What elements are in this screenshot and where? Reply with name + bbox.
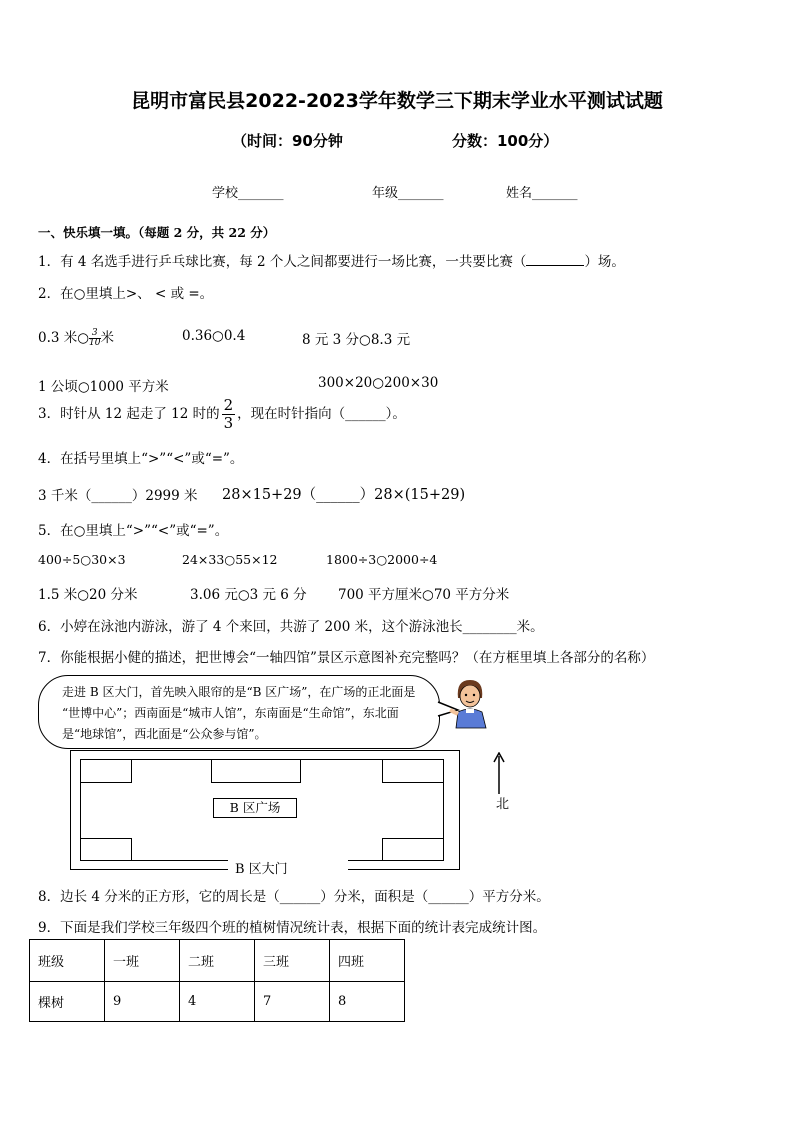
question-9: 9．下面是我们学校三年级四个班的植树情况统计表，根据下面的统计表完成统计图。 bbox=[38, 920, 547, 936]
name-field[interactable]: 姓名_______ bbox=[506, 186, 578, 201]
north-arrow-icon bbox=[492, 752, 506, 794]
fraction: $\frac{3}{10}$ bbox=[89, 328, 101, 348]
table-cell: 7 bbox=[255, 982, 330, 1022]
table-header-cell: 一班 bbox=[105, 940, 180, 982]
answer-blank[interactable] bbox=[526, 251, 584, 266]
map-box-north[interactable] bbox=[211, 759, 301, 783]
q5-item-6[interactable]: 700 平方厘米○70 平方分米 bbox=[338, 587, 510, 603]
q2-item-5[interactable]: 300×20○200×30 bbox=[318, 375, 439, 391]
table-cell: 8 bbox=[330, 982, 405, 1022]
table-header-cell: 四班 bbox=[330, 940, 405, 982]
exam-score: 分数：100分） bbox=[452, 132, 559, 150]
bubble-text: 走进 B 区大门，首先映入眼帘的是“B 区广场”，在广场的正北面是 “世博中心”；西南面是“城市人馆”，东南面是“生命馆”，东北面 是“地球馆”，西北面是“公众参与馆”。 bbox=[62, 685, 416, 741]
table-header-cell: 二班 bbox=[180, 940, 255, 982]
question-2: 2．在○里填上>、 < 或 =。 bbox=[38, 286, 214, 302]
question-1-text-end: ）场。 bbox=[584, 254, 625, 270]
stats-table bbox=[29, 939, 405, 1022]
q4-item-1[interactable]: 3 千米（______）2999 米 bbox=[38, 488, 198, 504]
table-header-cell: 班级 bbox=[30, 940, 105, 982]
table-row bbox=[30, 940, 405, 982]
page-title: 昆明市富民县2022-2023学年数学三下期末学业水平测试试题 bbox=[131, 90, 663, 112]
north-label: 北 bbox=[496, 797, 510, 812]
q4-item-2[interactable]: 28×15+29（______）28×(15+29) bbox=[222, 487, 466, 503]
exam-time: （时间：90分钟 bbox=[232, 132, 343, 150]
table-cell: 棵树 bbox=[30, 982, 105, 1022]
section-heading: 一、快乐填一填。（每题 2 分，共 22 分） bbox=[38, 225, 276, 240]
map-box-southeast[interactable] bbox=[382, 838, 444, 861]
question-7: 7．你能根据小健的描述，把世博会“一轴四馆”景区示意图补充完整吗？（在方框里填上各部分的名称） bbox=[38, 650, 655, 666]
q2-item-2[interactable]: 0.36○0.4 bbox=[182, 328, 246, 344]
q2-item-3[interactable]: 8 元 3 分○8.3 元 bbox=[302, 332, 411, 348]
fraction: $\frac{2}{3}$ bbox=[223, 396, 234, 432]
grade-field[interactable]: 年级_______ bbox=[372, 186, 444, 201]
question-1-text: 1．有 4 名选手进行乒乓球比赛，每 2 个人之间都要进行一场比赛，一共要比赛（ bbox=[38, 254, 527, 270]
q5-item-1[interactable]: 400÷5○30×3 bbox=[38, 552, 126, 567]
table-header-cell: 三班 bbox=[255, 940, 330, 982]
school-field[interactable]: 学校_______ bbox=[212, 186, 284, 201]
table-row bbox=[30, 982, 405, 1022]
table-cell: 9 bbox=[105, 982, 180, 1022]
q2-item-1[interactable]: 0.3 米○ $\frac{3}{10}$ 米 bbox=[38, 328, 114, 348]
map-box-southwest[interactable] bbox=[80, 838, 132, 861]
question-3: 3．时针从 12 起走了 12 时的 $\frac{2}{3}$ ，现在时针指向（______）。 bbox=[38, 396, 406, 432]
q2-item-4[interactable]: 1 公顷○1000 平方米 bbox=[38, 379, 169, 395]
q5-item-5[interactable]: 3.06 元○3 元 6 分 bbox=[190, 587, 307, 603]
question-1 bbox=[38, 250, 625, 270]
map-box-northeast[interactable] bbox=[382, 759, 444, 783]
question-6: 6．小婷在泳池内游泳，游了 4 个来回，共游了 200 米，这个游泳池长________米。 bbox=[38, 619, 544, 635]
q5-item-3[interactable]: 1800÷3○2000÷4 bbox=[326, 552, 438, 567]
plaza-label: B 区广场 bbox=[213, 798, 297, 818]
question-8: 8．边长 4 分米的正方形，它的周长是（______）分米，面积是（______）平方分米。 bbox=[38, 889, 550, 905]
q5-item-4[interactable]: 1.5 米○20 分米 bbox=[38, 587, 138, 603]
question-5: 5．在○里填上“>”“<”或“=”。 bbox=[38, 523, 229, 539]
q5-item-2[interactable]: 24×33○55×12 bbox=[182, 552, 278, 567]
boy-icon bbox=[446, 676, 494, 730]
gate-label: B 区大门 bbox=[235, 862, 288, 877]
table-cell: 4 bbox=[180, 982, 255, 1022]
map-box-northwest[interactable] bbox=[80, 759, 132, 783]
question-4: 4．在括号里填上“>”“<”或“=”。 bbox=[38, 451, 244, 467]
